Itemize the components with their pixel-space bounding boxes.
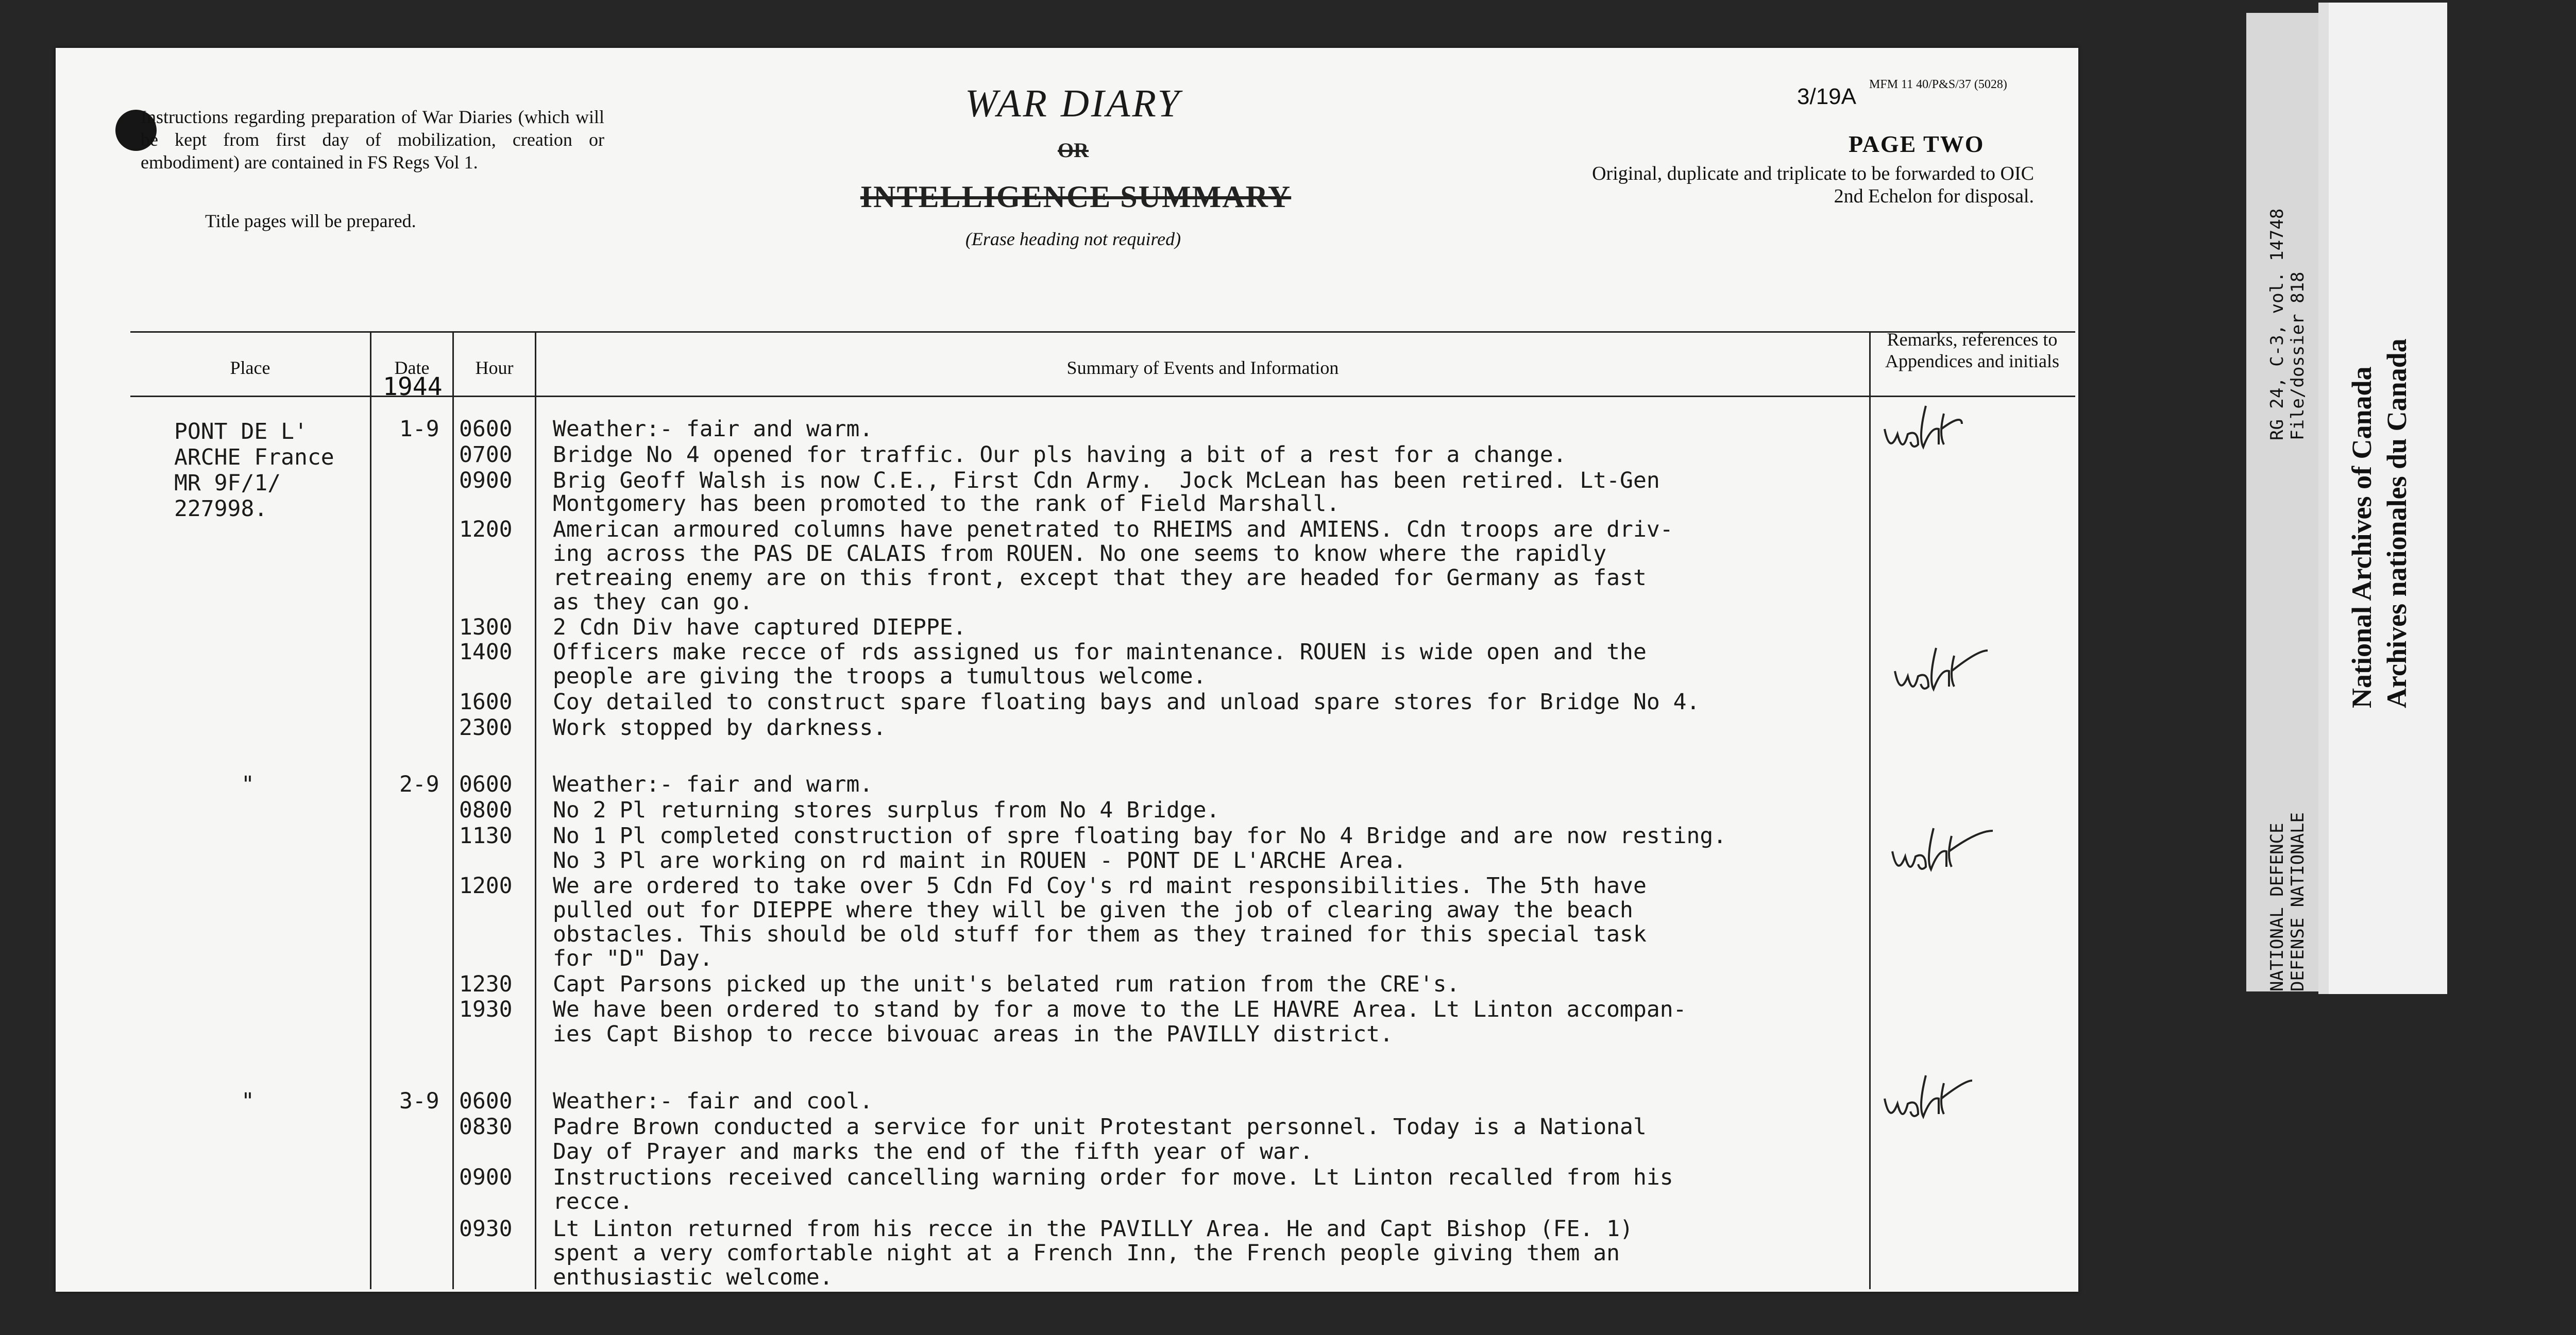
- entry-hour: 0930: [459, 1216, 513, 1242]
- entry-text: spent a very comfortable night at a French Inn, the French people giving them an: [553, 1240, 1620, 1266]
- entry-date: 1-9: [399, 416, 439, 442]
- entry-text: Lt Linton returned from his recce in the PAVILLY Area. He and Capt Bishop (FE. 1): [553, 1216, 1633, 1242]
- entry-text: obstacles. This should be old stuff for them as they trained for this special task: [553, 921, 1647, 947]
- entry-text: ies Capt Bishop to recce bivouac areas in the PAVILLY district.: [553, 1021, 1393, 1047]
- entry-text: Weather:- fair and cool.: [553, 1088, 873, 1114]
- distribution-note: Original, duplicate and triplicate to be forwarded to OIC 2nd Echelon for disposal.: [1592, 163, 2034, 207]
- entry-text: retreaing enemy are on this front, except that they are headed for Germany as fast: [553, 565, 1647, 591]
- struck-or: OR: [1058, 139, 1089, 162]
- form-code: MFM 11 40/P&S/37 (5028): [1869, 78, 2007, 91]
- column-divider: [452, 331, 454, 1289]
- entry-hour: 0600: [459, 1088, 513, 1114]
- archives-en: National Archives of Canada: [2346, 366, 2377, 708]
- entry-text: No 1 Pl completed construction of spre floating bay for No 4 Bridge and are now resting.: [553, 823, 1727, 849]
- entry-hour: 0800: [459, 797, 513, 823]
- reference-code: 3/19A: [1797, 84, 1856, 109]
- entry-text: ing across the PAS DE CALAIS from ROUEN. No one seems to know where the rapidly: [553, 541, 1607, 567]
- entry-text: Bridge No 4 opened for traffic. Our pls having a bit of a rest for a change.: [553, 442, 1567, 468]
- page-number-label: PAGE TWO: [1849, 131, 1985, 157]
- column-header-summary: Summary of Events and Information: [1066, 357, 1339, 378]
- initials-mark: [1869, 815, 2039, 882]
- entry-hour: 1930: [459, 997, 513, 1022]
- entry-hour: 1400: [459, 639, 513, 665]
- entry-text: people are giving the troops a tumultous welcome.: [553, 663, 1207, 689]
- diary-page: [56, 48, 2078, 1292]
- department-fr: DEFENSE NATIONALE: [2287, 812, 2308, 991]
- entry-text: for "D" Day.: [553, 946, 713, 971]
- entry-text: Brig Geoff Walsh is now C.E., First Cdn Army. Jock McLean has been retired. Lt-Gen: [553, 468, 1660, 493]
- entry-hour: 1600: [459, 689, 513, 715]
- entry-hour: 0900: [459, 468, 513, 493]
- archives-fr: Archives nationales du Canada: [2381, 338, 2412, 708]
- initials-signature: [1869, 635, 2039, 702]
- entry-hour: 0900: [459, 1165, 513, 1190]
- entry-date: 2-9: [399, 772, 439, 797]
- initials-signature: [1869, 1063, 2039, 1129]
- entry-hour: 1300: [459, 614, 513, 640]
- entry-text: recce.: [553, 1189, 633, 1214]
- column-divider: [370, 331, 371, 1289]
- entry-text: Day of Prayer and marks the end of the fifth year of war.: [553, 1139, 1313, 1165]
- page-title: WAR DIARY: [965, 82, 1181, 125]
- struck-intelligence-summary: INTELLIGENCE SUMMARY: [860, 180, 1292, 214]
- initials-signature: [1869, 398, 2039, 465]
- entry-hour: 0600: [459, 416, 513, 442]
- archives-stamp: [2318, 3, 2447, 994]
- column-header-hour: Hour: [475, 357, 514, 378]
- column-header-place: Place: [230, 357, 270, 378]
- entry-hour: 1200: [459, 517, 513, 542]
- place-ditto: ": [241, 772, 255, 797]
- entry-text: Instructions received cancelling warning order for move. Lt Linton recalled from his: [553, 1165, 1673, 1190]
- entry-text: Montgomery has been promoted to the rank of Field Marshall.: [553, 491, 1340, 517]
- table-top-rule: [130, 331, 2075, 333]
- entry-text: as they can go.: [553, 589, 753, 615]
- title-pages-note: Title pages will be prepared.: [205, 211, 416, 231]
- entry-text: Officers make recce of rds assigned us for maintenance. ROUEN is wide open and the: [553, 639, 1647, 665]
- entry-text: American armoured columns have penetrated to RHEIMS and AMIENS. Cdn troops are driv-: [553, 517, 1673, 542]
- column-divider: [535, 331, 536, 1289]
- initials-signature: [1869, 815, 2039, 882]
- place-line: MR 9F/1/: [174, 470, 281, 496]
- entry-text: enthusiastic welcome.: [553, 1264, 833, 1290]
- entry-text: Work stopped by darkness.: [553, 715, 887, 741]
- place-line: 227998.: [174, 496, 268, 522]
- initials-mark: [1869, 1063, 2039, 1129]
- diary-table: [130, 280, 2075, 1289]
- entry-text: Padre Brown conducted a service for unit Protestant personnel. Today is a National: [553, 1114, 1647, 1140]
- reference-text: RG 24, C-3, vol. 14748: [2267, 208, 2287, 440]
- column-header-year: 1944: [383, 372, 443, 401]
- erase-heading-note: (Erase heading not required): [965, 229, 1181, 249]
- entry-hour: 1230: [459, 971, 513, 997]
- initials-mark: [1869, 398, 2039, 465]
- entry-hour: 2300: [459, 715, 513, 741]
- department-en: NATIONAL DEFENCE: [2267, 823, 2287, 991]
- entry-text: Weather:- fair and warm.: [553, 416, 873, 442]
- entry-hour: 1200: [459, 873, 513, 899]
- place-ditto: ": [241, 1088, 255, 1114]
- place-line: ARCHE France: [174, 444, 334, 470]
- entry-hour: 0700: [459, 442, 513, 468]
- entry-hour: 0600: [459, 772, 513, 797]
- entry-text: We have been ordered to stand by for a move to the LE HAVRE Area. Lt Linton accompan-: [553, 997, 1687, 1022]
- entry-text: We are ordered to take over 5 Cdn Fd Coy's rd maint responsibilities. The 5th have: [553, 873, 1647, 899]
- file-text: File/dossier 818: [2287, 271, 2308, 440]
- instructions-note: Instructions regarding preparation of War Diaries (which will be kept from first day of mobilization, creation or embodiment) are contained in FS Regs Vol 1.: [141, 107, 604, 173]
- entry-hour: 1130: [459, 823, 513, 849]
- place-line: PONT DE L': [174, 419, 308, 444]
- entry-text: 2 Cdn Div have captured DIEPPE.: [553, 614, 967, 640]
- initials-mark: [1869, 635, 2039, 702]
- column-divider: [1869, 331, 1871, 1289]
- column-header-remarks: Remarks, references to Appendices and initials: [1885, 329, 2059, 371]
- entry-text: pulled out for DIEPPE where they will be given the job of clearing away the beach: [553, 897, 1633, 923]
- column-header-date: Date: [394, 357, 430, 378]
- entry-hour: 0830: [459, 1114, 513, 1140]
- entry-text: No 2 Pl returning stores surplus from No 4 Bridge.: [553, 797, 1220, 823]
- entry-text: Weather:- fair and warm.: [553, 772, 873, 797]
- entry-text: Capt Parsons picked up the unit's belated rum ration from the CRE's.: [553, 971, 1460, 997]
- entry-text: No 3 Pl are working on rd maint in ROUEN - PONT DE L'ARCHE Area.: [553, 848, 1406, 874]
- entry-text: Coy detailed to construct spare floating bays and unload spare stores for Bridge No 4.: [553, 689, 1700, 715]
- entry-date: 3-9: [399, 1088, 439, 1114]
